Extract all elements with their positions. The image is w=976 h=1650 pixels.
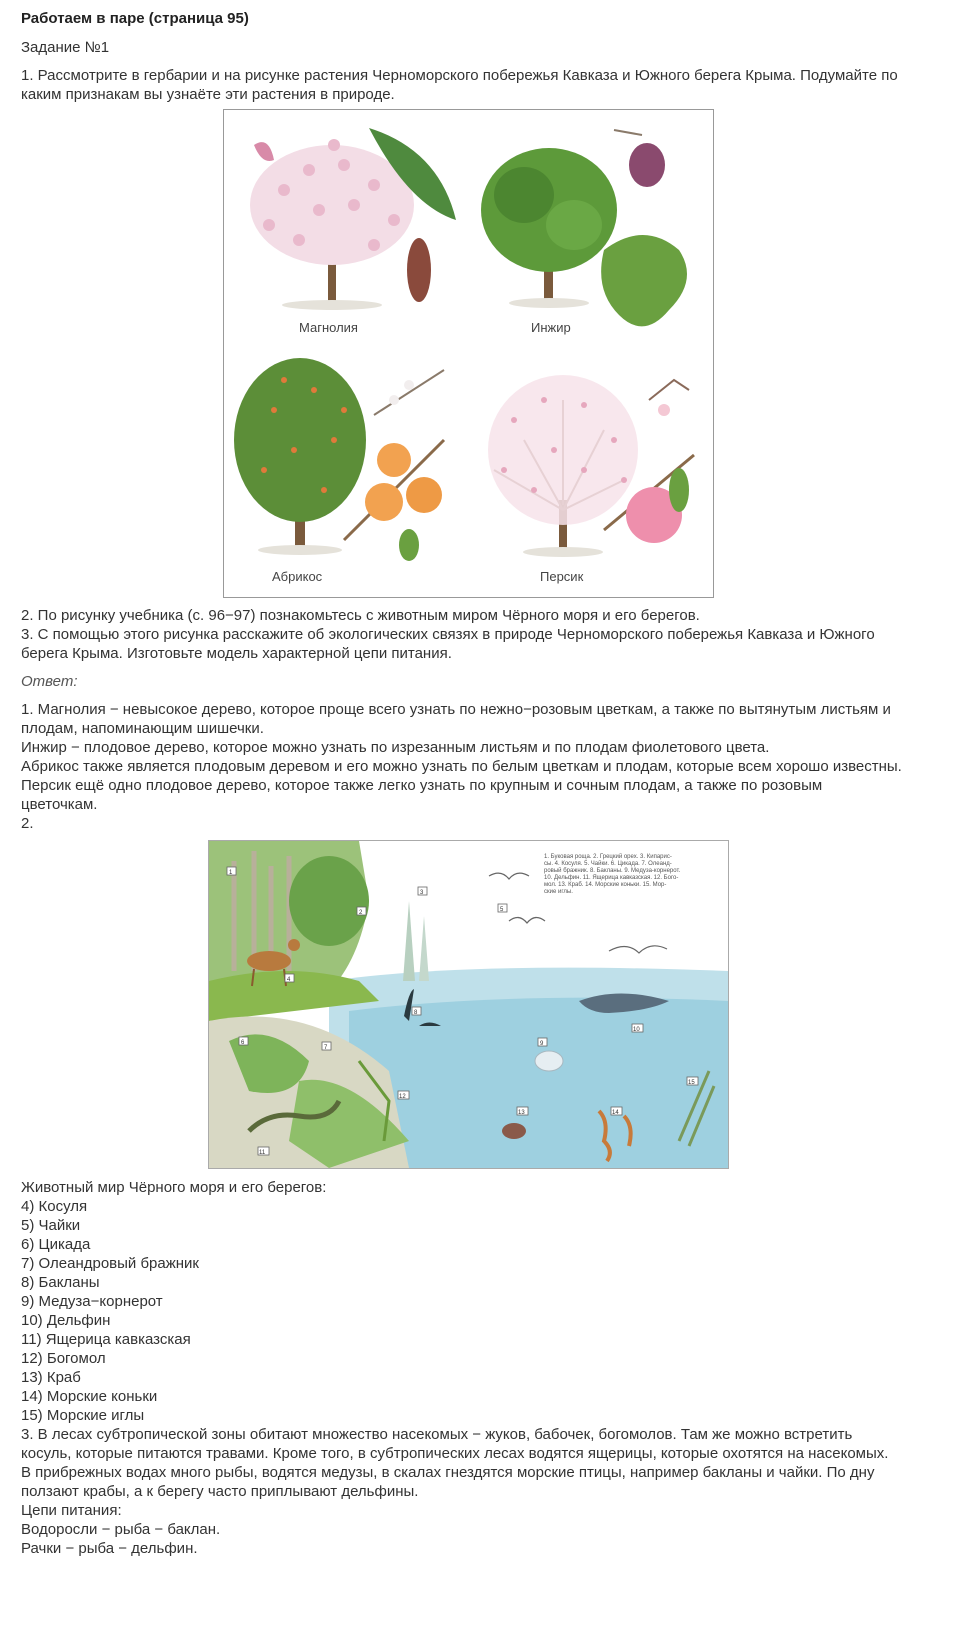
marker-13: 13 [518, 1110, 525, 1116]
marker-1: 1 [229, 870, 233, 876]
answer-3-line-2: косуль, которые питаются травами. Кроме того, в субтропических лесах водятся ящерицы, которые охотятся на насекомых. [21, 1445, 889, 1462]
apricot-tree [234, 358, 444, 561]
animal-item: 7) Олеандровый бражник [21, 1255, 199, 1272]
marker-8: 8 [414, 1010, 418, 1016]
marker-10: 10 [633, 1027, 640, 1033]
animal-item: 9) Медуза−корнерот [21, 1293, 163, 1310]
marker-9: 9 [540, 1041, 544, 1047]
answer-3-line-1: 3. В лесах субтропической зоны обитают множество насекомых − жуков, бабочек, богомолов. Там же можно встретить [21, 1426, 853, 1443]
animal-item: 14) Морские коньки [21, 1388, 158, 1405]
page-title: Работаем в паре (страница 95) [21, 10, 249, 27]
legend-line-5: мол. 13. Краб. 14. Морские коньки. 15. Мор- [544, 882, 667, 888]
answer-2-label: 2. [21, 815, 34, 832]
plant-label-apricot: Абрикос [272, 569, 323, 584]
answer-1-line-6: цветочкам. [21, 796, 98, 813]
question-1-line-2: каким признакам вы узнаёте эти растения в природе. [21, 86, 395, 103]
legend-line-3: ровый бражник. 8. Бакланы. 9. Медуза-корнерот. [544, 868, 681, 874]
question-2: 2. По рисунку учебника (с. 96−97) познакомьтесь с животным миром Чёрного моря и его берегов. [21, 607, 700, 624]
food-chains-heading: Цепи питания: [21, 1502, 122, 1519]
plant-label-magnolia: Магнолия [299, 320, 358, 335]
answer-3-line-3: В прибрежных водах много рыбы, водятся медузы, в скалах гнездятся морские птицы, например бакланы и чайки. По дну [21, 1464, 875, 1481]
question-3-line-2: берега Крыма. Изготовьте модель характерной цепи питания. [21, 645, 452, 662]
answer-1-line-3: Инжир − плодовое дерево, которое можно узнать по изрезанным листьям и по плодам фиолетового цвета. [21, 739, 770, 756]
animal-item: 10) Дельфин [21, 1312, 111, 1329]
answer-1-line-4: Абрикос также является плодовым деревом и его можно узнать по белым цветкам и плодам, которые всем хорошо известны. [21, 758, 902, 775]
marker-15: 15 [688, 1080, 695, 1086]
answer-label: Ответ: [21, 673, 78, 690]
animal-item: 5) Чайки [21, 1217, 81, 1234]
animal-item: 4) Косуля [21, 1198, 88, 1215]
animal-item: 12) Богомол [21, 1350, 106, 1367]
marker-3: 3 [420, 890, 424, 896]
plant-label-fig: Инжир [531, 320, 571, 335]
animal-item: 15) Морские иглы [21, 1407, 145, 1424]
animal-item: 6) Цикада [21, 1236, 91, 1253]
answer-1-line-1: 1. Магнолия − невысокое дерево, которое проще всего узнать по нежно−розовым цветкам, а также по вытянутым листьям и [21, 701, 891, 718]
marker-7: 7 [324, 1045, 328, 1051]
animal-item: 11) Ящерица кавказская [21, 1331, 191, 1348]
animal-item: 8) Бакланы [21, 1274, 100, 1291]
peach-tree [488, 375, 694, 557]
food-chain-item: Рачки − рыба − дельфин. [21, 1540, 198, 1557]
question-1-line-1: 1. Рассмотрите в гербарии и на рисунке растения Черноморского побережья Кавказа и Южного берега Крыма. Подумайте по [21, 67, 898, 84]
animal-item: 13) Краб [21, 1369, 81, 1386]
legend-line-2: сы. 4. Косуля. 5. Чайки. 6. Цикада. 7. Олеанд- [544, 861, 672, 867]
animals-heading: Животный мир Чёрного моря и его берегов: [21, 1179, 327, 1196]
marker-6: 6 [241, 1040, 245, 1046]
answer-3-line-4: ползают крабы, а к берегу часто приплывают дельфины. [21, 1483, 419, 1500]
legend-line-4: 10. Дельфин. 11. Ящерица кавказская. 12. Бого- [544, 875, 679, 881]
legend-line-1: 1. Буковая роща. 2. Грецкий орех. 3. Кипарис- [544, 854, 672, 860]
magnolia-tree [250, 128, 456, 310]
plants-illustration [223, 109, 714, 598]
marker-11: 11 [259, 1150, 266, 1156]
legend-line-6: ские иглы. [544, 889, 573, 895]
marker-12: 12 [399, 1094, 406, 1100]
marker-2: 2 [359, 910, 363, 916]
plant-label-peach: Персик [540, 569, 584, 584]
task-number: Задание №1 [21, 39, 110, 56]
marker-14: 14 [612, 1110, 619, 1116]
black-sea-illustration [208, 840, 729, 1169]
food-chain-item: Водоросли − рыба − баклан. [21, 1521, 221, 1538]
question-3-line-1: 3. С помощью этого рисунка расскажите об экологических связях в природе Черноморского побережья Кавказа и Южного [21, 626, 875, 643]
fig-tree [481, 130, 687, 326]
answer-1-line-5: Персик ещё одно плодовое дерево, которое также легко узнать по крупным и сочным плодам, а также по розовым [21, 777, 823, 794]
marker-4: 4 [287, 977, 291, 983]
answer-1-line-2: плодам, напоминающим шишечки. [21, 720, 264, 737]
marker-5: 5 [500, 907, 504, 913]
